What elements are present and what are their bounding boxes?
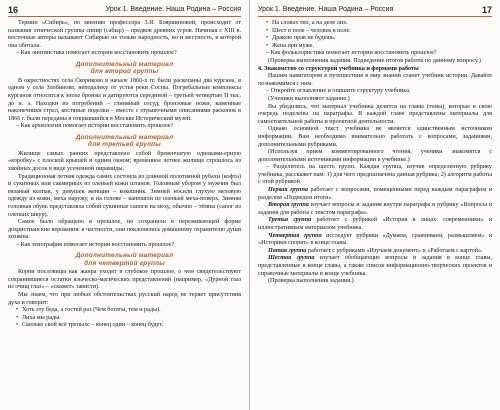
question-linguistics: – Как лингвистика помогает истории восстановить прошлое? xyxy=(16,50,177,57)
group-1-task: Первая группа работает с вопросами, помещенными перед каждым параграфом и разделом «Подведем итоги». xyxy=(258,187,493,201)
right-header-title: Урок 1. Введение. Наша Родина – Россия xyxy=(258,6,394,13)
proverb-list-left xyxy=(8,307,241,330)
check-note-1: (Проверка выполнения задания. Подведение итогов работы по данному вопросу.) xyxy=(268,57,481,64)
group-6-task: Шестая группа изучает обобщающие вопросы и задания в конце главы, представленные в конце главы, а также список информационно-творческих проектов и справочные материалы в конце учебника. xyxy=(258,255,492,277)
left-page-number: 16 xyxy=(8,4,19,15)
right-page xyxy=(250,0,500,410)
section-heading-group-3: Дополнительный материал для третьей группы xyxy=(75,133,174,149)
answer-structure: (Ученики выполняют задание.) xyxy=(268,95,350,102)
check-note-2: (Проверка выполнения задания.) xyxy=(268,278,354,285)
paragraph-dwelling: Жилище самых ранних представлено собой бревенчатую одноками-ерную «коробку» с плоской крышей и одним окном; временное летнее жилище строилось из хвойных досок в виде усеченной пирамиды. xyxy=(8,150,241,172)
right-page-header xyxy=(258,3,492,17)
list-item: • Хоть эту беда, а гостей раз (Чем богаты, тем и рады). xyxy=(22,307,241,315)
paragraph-archaeology: В окрестностях села Скориково в начале 1860-х гг. были раскопаны два кургана, в одном у села Злобинова, неподалеку от устья реки Сосны. Погребальные комплексы курганов относятся к эпохе бронзы и датируются серединой – третьей четвертью II тыс. до н. э. Находки из погребений – глиняный сосуд, бронзовые ножи, каменные наконечники стрел, костяные поделки – вместе с отрывочными описаниями раскопок в 1866 г. были переданы в открывшийся в Москве Исторический музей. xyxy=(8,77,241,122)
paragraph-clothing: Традиционная летняя одежда самих состояла из длинной полотняной рубахи (кофта) и сукинных или сакмирных из оленьей кожи штанов. Головным убором у мужчин был вязаный колпак, у девушек женщин – кокошник. Зимней носили глухую меховую одежду из кожи, меха наружу, и на голове – капюшон из оленьей меха-поверх. Зимняя головная обувь представляла собой сукинные сапоги на меху, обычно – тёмны (сапог из оленьих шкур). xyxy=(8,173,241,218)
paragraph-beliefs: Самое было обращено в прошлое, но сохранили в переживающей форме дохристианские верования: в частности, они поклонялись домашнему охранителю души хозяина. xyxy=(8,219,241,241)
list-item: • Шест в поле – человек в поле. xyxy=(272,28,492,36)
paragraph-siberia: Термин «Сибирь», по мнению профессора З.Я. Бояршиновой, происходит от названия этнической группы сипир (сабыр) – предков древних угров. Начиная с XIII в. восточные авторы называют Сибирью не только народность, но и местность, в которой она обитала. xyxy=(8,20,241,49)
right-page-number: 17 xyxy=(481,4,492,15)
list-item: • Лиха мы рады. xyxy=(22,315,241,323)
paragraph-spirit: Мы знаем, что при любых обстоятельствах русский народ не теряет присутствия духа и говорит: xyxy=(8,292,241,306)
list-item: • Сколько свой всё трепыхс – конец один – конец будет. xyxy=(22,322,241,330)
question-folklore: – Как фольклористика помогает истории восстановить прошлое? xyxy=(266,50,437,57)
left-page-header xyxy=(8,3,241,17)
section-heading-group-4: Дополнительный материал для четвертой группы xyxy=(75,252,174,267)
paragraph-chapters: Вы убедились, что материал учебника делится на главы (темы), которые в свою очередь поделены на параграфы. В каждой главе представлены материалы для самостоятельной работы и проектной деятельности. xyxy=(258,103,492,125)
group-4-task: Четвертая группа исследует рубрики «Думаем, сравниваем, размышляем» и «Историки спорят» в конце главы. xyxy=(258,232,492,247)
group-5-task: Пятая группа работает с рубриками «Изучаем документ» и «Работаем с картой». xyxy=(268,247,483,254)
section-heading-4: 4. Знакомство со структурой учебника и формами работы xyxy=(258,65,419,72)
paragraph-sources: Однако основной текст учебника не является единственным источником информации. Вам необходимо внимательно работать с вопросами, заданиями, дополнительными рубриками. xyxy=(258,126,492,148)
group-2-task: Вторая группа изучает вопросы и задания внутри параграфа и рубрику «Вопросы и задания для работы с текстом параграфа». xyxy=(258,202,492,216)
proverb-list-right xyxy=(258,20,492,50)
section-heading-group-2: Дополнительный материал для второй группы xyxy=(75,60,174,76)
question-groups: – Разделитесь на шесть групп. Каждая группа, изучив определенную рубрику учебника, расскажет нам: 1) для чего предназначена данная рубрика; 2) алгоритм работы с этой рубрикой. xyxy=(258,164,492,186)
list-item: • На словах тих, а на деле лих. xyxy=(272,20,492,28)
question-structure: – Откройте оглавление и опишите структуру учебника. xyxy=(266,88,411,95)
group-3-task: Третья группа работает с рубрикой «История в лицах: современники» и иллюстративным материалом учебника. xyxy=(258,217,492,232)
list-item: • Жена при муже. xyxy=(272,43,492,51)
paragraph-reading: (Используя прием комментированного чтения, ученики знакомятся с дополнительными источниками информации в учебнике.) xyxy=(258,149,492,163)
left-header-title: Урок 1. Введение. Наша Родина – Россия xyxy=(105,6,241,13)
paragraph-navigator: Нашим навигатором в путешествия в мир знаний станет учебник истории. Давайте познакомимся с ним. xyxy=(258,73,492,87)
paragraph-proverbs: Корни пословицы как жанра уходят в глубокое прошлое, о чем свидетельствуют сохранившиеся остатки языческо-магических представлений (например, «Дурной глаз из очищ глаз» – «скажет» зависти). xyxy=(8,269,241,291)
list-item: • Дракою прав не будешь. xyxy=(272,35,492,43)
question-ethnography: – Как этнография помогает истории восстановить прошлое? xyxy=(16,241,175,248)
question-archaeology: – Как археология помогает истории восстановить прошлое? xyxy=(16,123,174,130)
